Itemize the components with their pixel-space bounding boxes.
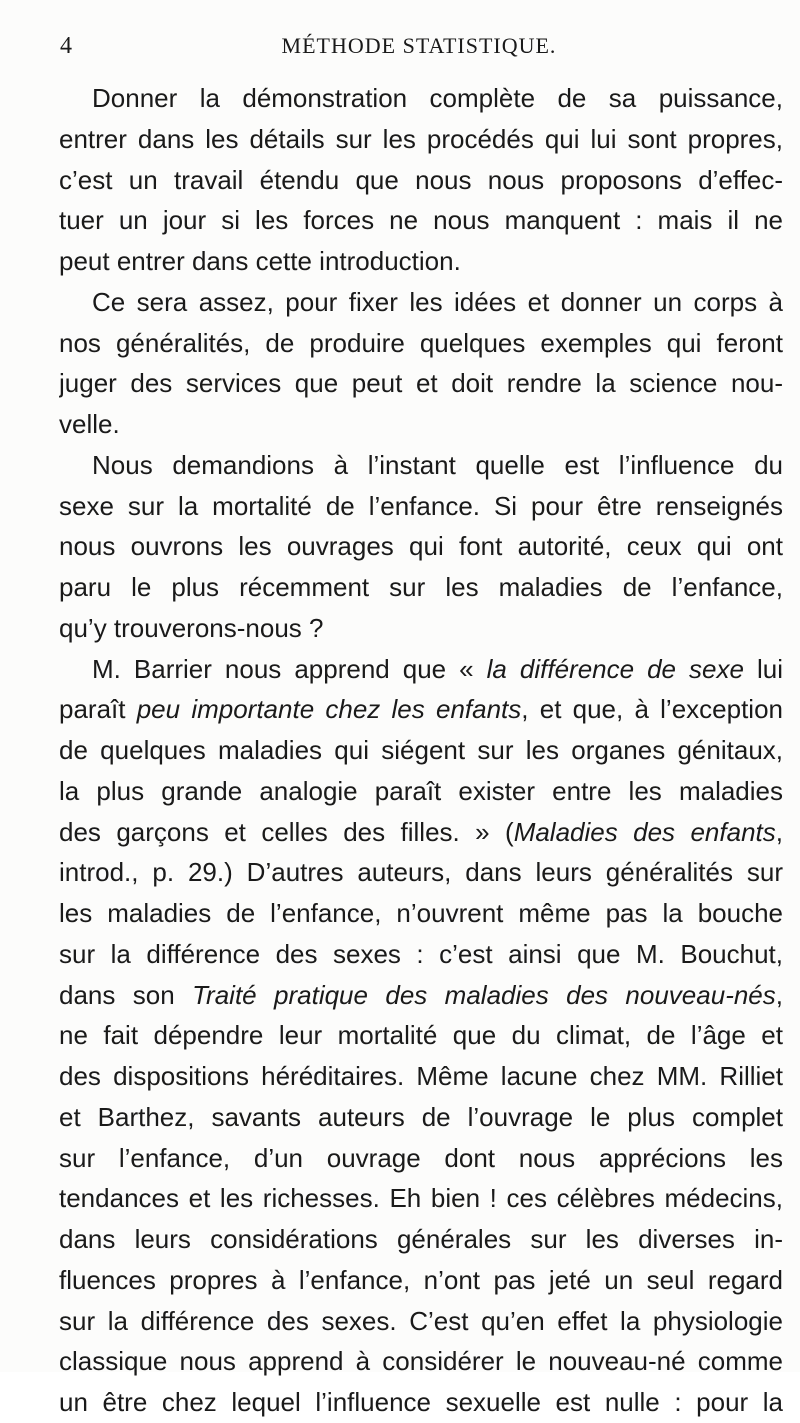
text-segment: Nous demandions à l’instant quelle est l’influence du	[92, 449, 783, 480]
text-segment: classique nous apprend à considérer le nouveau-né comme	[59, 1346, 783, 1377]
text-segment: paraît	[59, 694, 137, 725]
text-segment: juger des services que peut et doit rendre la science nou-	[59, 368, 783, 399]
text-line	[59, 975, 783, 1016]
text-segment: un être chez lequel l’influence sexuelle est nulle : pour la	[59, 1387, 783, 1417]
text-line	[59, 1056, 783, 1097]
text-segment: , et que, à l’exception	[521, 694, 783, 725]
text-segment: c’est un travail étendu que nous nous proposons d’effec-	[59, 164, 783, 195]
italic-text: Maladies des enfants	[513, 816, 776, 847]
text-line	[59, 1015, 783, 1056]
text-line	[59, 1138, 783, 1179]
text-segment: sur l’enfance, d’un ouvrage dont nous apprécions les	[59, 1142, 783, 1173]
text-line	[59, 160, 783, 201]
italic-text: Traité pratique des maladies des nouveau-nés	[192, 979, 776, 1010]
text-segment: introd., p. 29.) D’autres auteurs, dans leurs généralités sur	[59, 857, 783, 888]
text-segment: sexe sur la mortalité de l’enfance. Si pour être renseignés	[59, 490, 783, 521]
text-segment: dans son	[59, 979, 193, 1010]
text-segment: fluences propres à l’enfance, n’ont pas jeté un seul regard	[59, 1264, 783, 1295]
text-segment: les maladies de l’enfance, n’ouvrent même pas la bouche	[59, 898, 783, 928]
text-segment: qu’y trouverons-nous ?	[59, 612, 324, 643]
text-line	[59, 1219, 783, 1260]
text-segment: tuer un jour si les forces ne nous manquent : mais il ne	[59, 205, 783, 236]
text-segment: tendances et les richesses. Eh bien ! ces célèbres médecins,	[59, 1183, 783, 1214]
page-number: 4	[60, 33, 72, 59]
text-segment: de quelques maladies qui siégent sur les organes génitaux,	[59, 735, 783, 765]
text-segment: des dispositions héréditaires. Même lacune chez MM. Rilliet	[59, 1061, 783, 1091]
text-line	[59, 934, 783, 975]
text-line	[59, 526, 783, 567]
text-segment: sur la différence des sexes. C’est qu’en effet la physiologie	[59, 1305, 783, 1336]
italic-text: peu importante chez les enfants	[136, 694, 522, 725]
text-line	[59, 486, 783, 527]
text-segment: dans leurs considérations générales sur les diverses in-	[59, 1224, 783, 1254]
text-line	[59, 852, 783, 893]
body-text	[59, 78, 783, 1423]
text-segment: ,	[775, 979, 783, 1010]
text-segment: paru le plus récemment sur les maladies de l’enfance,	[59, 572, 783, 602]
text-line	[59, 1097, 783, 1138]
text-line	[59, 689, 783, 730]
text-segment: Donner la démonstration complète de sa puissance,	[92, 83, 783, 113]
text-segment: Ce sera assez, pour fixer les idées et donner un corps à	[92, 286, 783, 317]
text-line	[59, 812, 783, 853]
text-segment: M. Barrier nous apprend que «	[92, 653, 487, 684]
text-segment: nous ouvrons les ouvrages qui font autorité, ceux qui ont	[59, 531, 783, 562]
text-line	[59, 282, 783, 323]
text-line	[59, 730, 783, 771]
text-segment: sur la différence des sexes : c’est ainsi que M. Bouchut,	[59, 938, 783, 969]
text-segment: lui	[743, 653, 783, 684]
running-title: MÉTHODE STATISTIQUE.	[281, 33, 557, 58]
text-segment: des garçons et celles des filles. » (	[59, 816, 514, 847]
text-segment: la plus grande analogie paraît exister entre les maladies	[59, 775, 783, 806]
text-segment: ,	[775, 816, 783, 847]
text-line	[59, 893, 783, 934]
text-line	[59, 1178, 783, 1219]
text-line	[59, 241, 783, 282]
text-segment: et Barthez, savants auteurs de l’ouvrage le plus complet	[59, 1101, 783, 1132]
text-line	[59, 200, 783, 241]
text-line	[59, 771, 783, 812]
text-segment: entrer dans les détails sur les procédés qui lui sont propres,	[59, 123, 783, 154]
text-line	[59, 1260, 783, 1301]
text-segment: peut entrer dans cette introduction.	[59, 246, 461, 276]
text-line	[59, 323, 783, 364]
text-line	[59, 1301, 783, 1342]
text-segment: ne fait dépendre leur mortalité que du climat, de l’âge et	[59, 1020, 783, 1051]
text-line	[59, 78, 783, 119]
text-line	[59, 1341, 783, 1382]
text-line	[59, 363, 783, 404]
text-line	[59, 119, 783, 160]
text-segment: velle.	[59, 409, 120, 439]
text-line	[59, 649, 783, 690]
text-line	[59, 608, 783, 649]
text-line	[59, 445, 783, 486]
running-head	[60, 30, 778, 70]
text-line	[59, 404, 783, 445]
italic-text: la différence de sexe	[486, 653, 744, 684]
text-segment: nos généralités, de produire quelques exemples qui feront	[59, 327, 783, 358]
text-line	[59, 567, 783, 608]
text-line	[59, 1382, 783, 1423]
